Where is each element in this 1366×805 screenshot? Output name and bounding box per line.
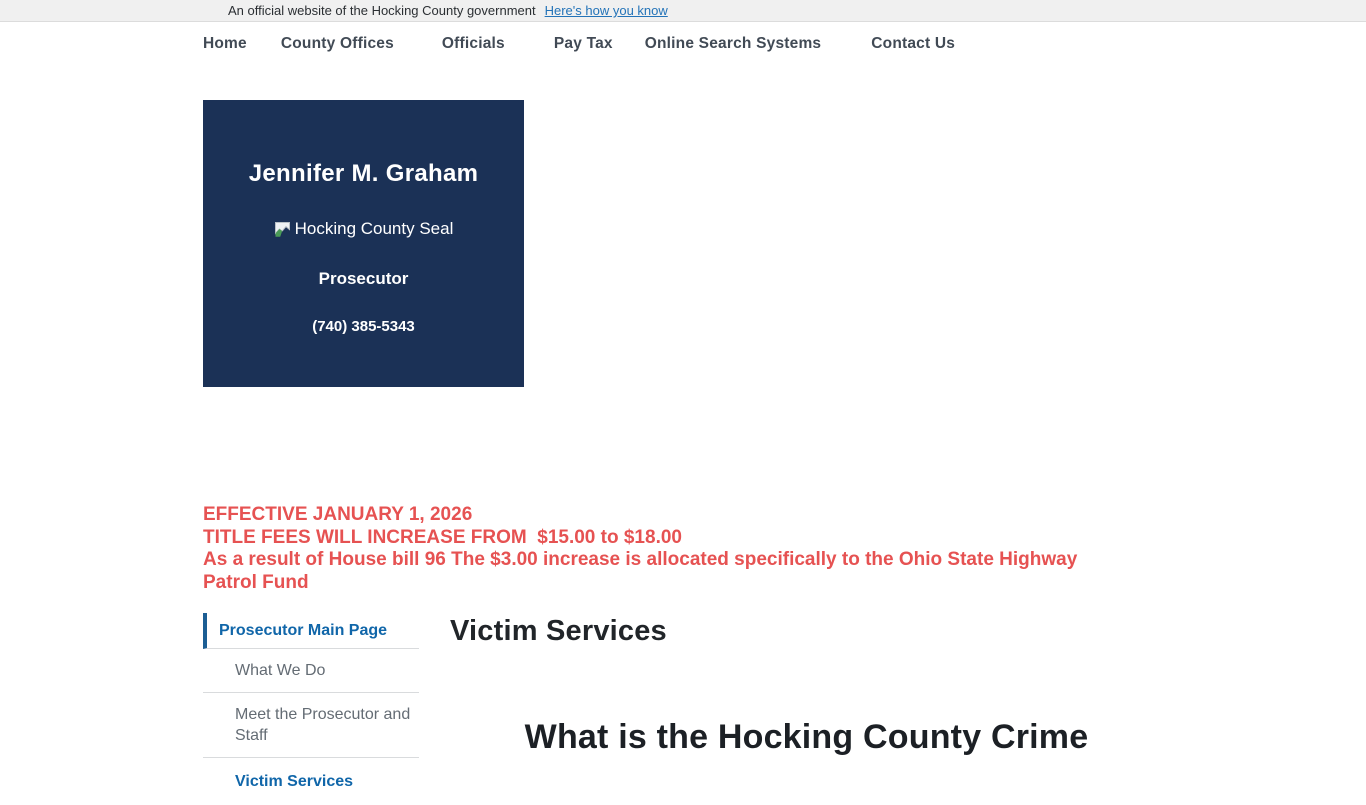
notice-line-effective-date: EFFECTIVE JANUARY 1, 2026 [203,504,473,525]
official-banner [0,0,1366,22]
prosecutor-phone: (740) 385-5343 [312,318,415,335]
sidebar-item-what-we-do[interactable]: What We Do [203,649,419,693]
prosecutor-profile-card [203,100,524,387]
top-navigation [0,22,1366,66]
title-fee-notice [203,504,1133,594]
nav-item-county-offices[interactable]: County Offices [280,35,394,52]
sidebar-item-prosecutor-main-page[interactable]: Prosecutor Main Page [203,613,419,649]
section-heading: What is the Hocking County Crime [524,718,1089,756]
prosecutor-name: Jennifer M. Graham [248,160,479,187]
lower-section [203,613,1163,805]
official-banner-text: An official website of the Hocking County government [228,3,536,18]
nav-item-pay-tax[interactable]: Pay Tax [553,35,613,52]
county-seal-alt-text: Hocking County Seal [294,219,454,238]
notice-line-house-bill: As a result of House bill 96 The $3.00 increase is allocated specifically to the Ohio State Highway Patrol Fund [203,549,1083,593]
notice-line-fee-increase: TITLE FEES WILL INCREASE FROM $15.00 to $18.00 [203,526,682,548]
heres-how-you-know-link[interactable]: Here's how you know [544,3,668,18]
nav-item-home[interactable]: Home [203,35,247,52]
county-seal-alt-row [274,219,454,239]
page-title: Victim Services [450,615,667,647]
nav-item-officials[interactable]: Officials [441,35,505,52]
sidebar-item-meet-the-prosecutor-and-staff[interactable]: Meet the Prosecutor and Staff [203,693,419,758]
nav-item-online-search-systems[interactable]: Online Search Systems [644,35,822,52]
sidebar-item-victim-services[interactable]: Victim Services [235,773,354,790]
main-content [419,613,1163,805]
nav-item-contact-us[interactable]: Contact Us [871,35,956,52]
prosecutor-sidebar-menu [203,613,419,805]
content-container [203,100,1163,805]
broken-image-icon [274,221,292,239]
prosecutor-title: Prosecutor [318,269,409,288]
